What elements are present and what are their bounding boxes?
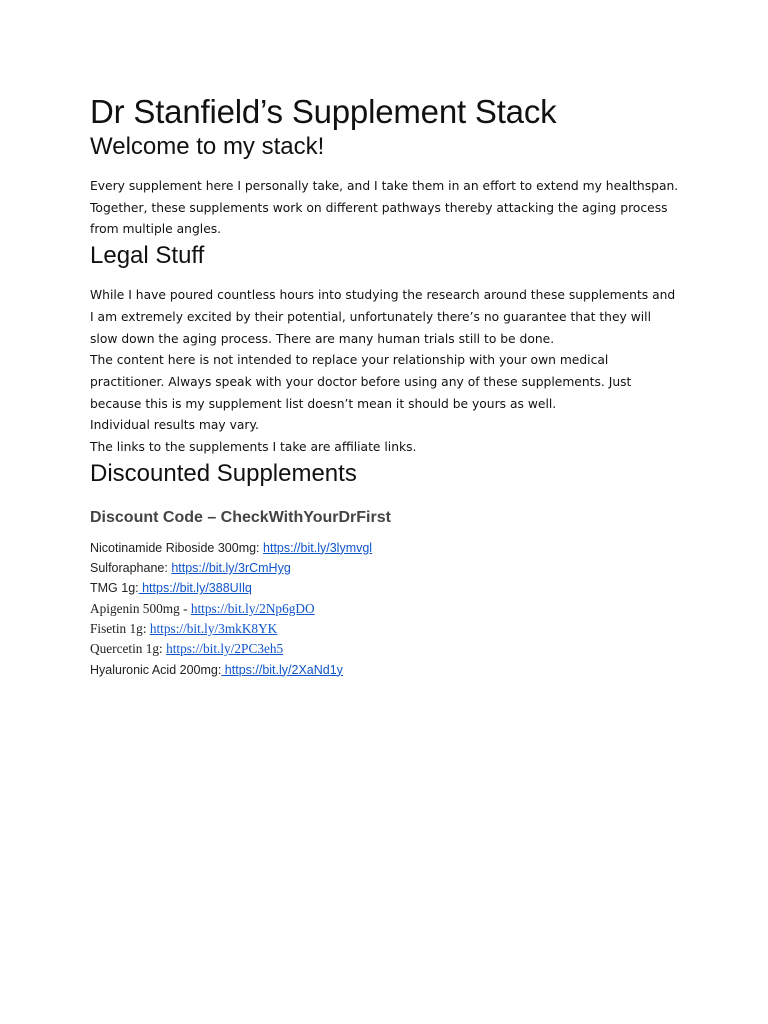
list-item [90,660,680,680]
supplement-link[interactable]: https://bit.ly/388UIlq [138,581,252,596]
list-item [90,558,680,578]
list-item [90,578,680,598]
legal-paragraph: The links to the supplements I take are affiliate links. [90,440,417,455]
legal-paragraph: Individual results may vary. [90,418,259,433]
supplement-label: TMG 1g: [90,581,139,596]
legal-heading: Legal Stuff [90,242,205,270]
supplement-label: Hyaluronic Acid 200mg: [90,662,222,677]
list-item [90,599,680,619]
discounted-heading: Discounted Supplements [90,459,357,487]
supplement-label: Fisetin 1g: [90,620,150,636]
supplement-link[interactable]: https://bit.ly/2PC3eh5 [166,641,284,657]
document-title: Dr Stanfield’s Supplement Stack [90,93,557,130]
list-item [90,639,680,659]
welcome-paragraph: Every supplement here I personally take, and I take them in an effort to extend my healthspan. Together, these supplements work on different pathways thereby attacking the aging process from multiple angles. [90,179,679,237]
welcome-heading: Welcome to my stack! [90,133,325,160]
legal-paragraph: The content here is not intended to replace your relationship with your own medical practitioner. Always speak with your doctor before using any of these supplements. Just because this is my supplement list doesn’t mean it should be yours as well. [90,353,632,411]
supplement-link[interactable]: https://bit.ly/2XaNd1y [221,662,343,677]
supplement-link[interactable]: https://bit.ly/3lymvgl [263,540,373,555]
supplement-label: Sulforaphane: [90,561,172,576]
supplement-label: Quercetin 1g: [90,641,167,657]
supplement-link[interactable]: https://bit.ly/2Np6gDO [190,600,315,616]
list-item [90,538,680,558]
supplement-link[interactable]: https://bit.ly/3mkK8YK [149,620,278,636]
supplement-label: Nicotinamide Riboside 300mg: [90,540,264,555]
legal-text [90,285,680,459]
list-item [90,619,680,639]
supplement-link[interactable]: https://bit.ly/3rCmHyg [171,561,291,576]
supplement-list [90,538,680,680]
legal-paragraph: While I have poured countless hours into studying the research around these supplements and I am extremely excited by their potential, unfortunately there’s no guarantee that they will slow down the aging process. There are many human trials still to be done. [90,288,676,346]
discount-code-heading: Discount Code – CheckWithYourDrFirst [90,508,391,526]
supplement-label: Apigenin 500mg - [90,600,191,616]
